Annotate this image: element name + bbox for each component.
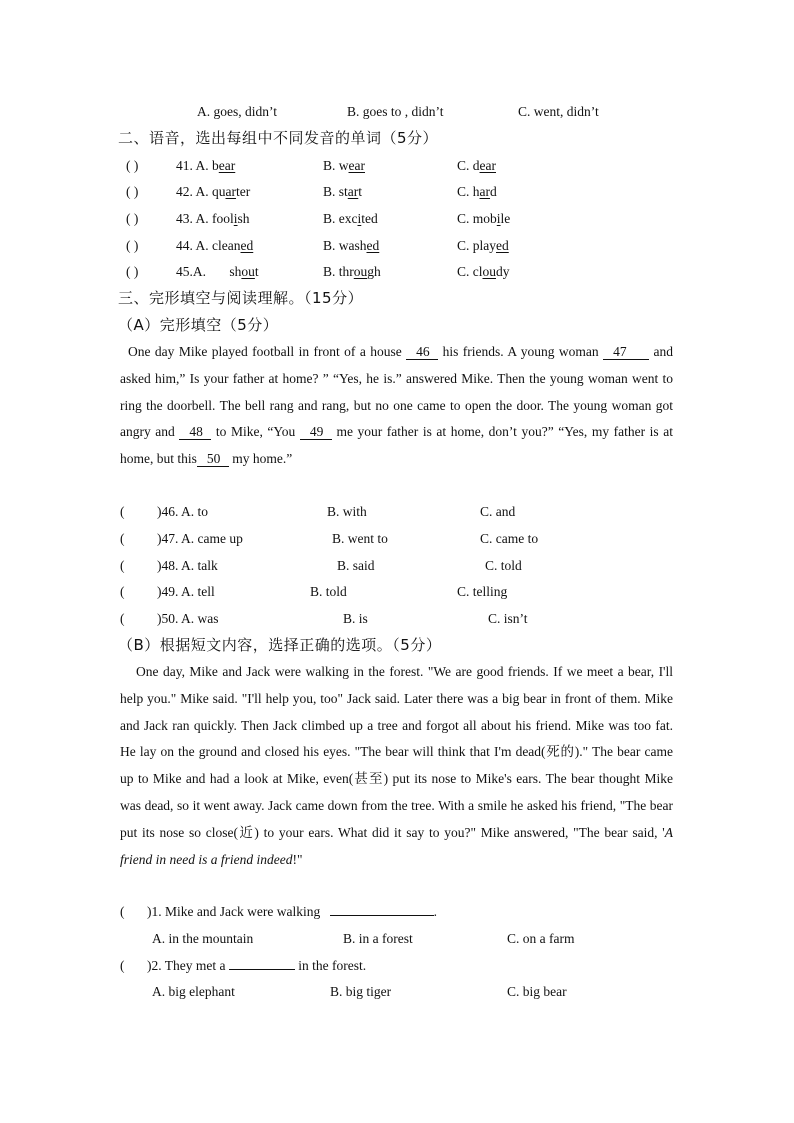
underlined-sound: ou [482, 264, 496, 279]
underlined-sound: ou [353, 264, 368, 279]
q49-option-c: C. telling [457, 584, 508, 599]
underlined-sound: ar [347, 184, 359, 199]
r2-option-c: C. big bear [507, 984, 567, 999]
passage-text: One day Mike played football in front of a house [128, 344, 407, 359]
underlined-sound: ar [225, 184, 237, 199]
open-paren: ( [120, 558, 125, 573]
underlined-sound: ed [240, 238, 254, 253]
q46-option-b: B. with [327, 504, 367, 519]
r1-option-b: B. in a forest [343, 931, 413, 946]
q-num: 43. A. [176, 211, 213, 226]
underlined-sound: ou [241, 264, 255, 279]
word-part: B. wash [323, 238, 367, 253]
section-2-title: 二、语音，选出每组中不同发音的单词（5分） [118, 129, 439, 147]
q50-option-b: B. is [343, 611, 368, 626]
answer-paren: ( ) [126, 184, 139, 199]
word-part: t [358, 184, 363, 199]
underlined-sound: ear [218, 158, 236, 173]
word-part: C. play [457, 238, 496, 253]
word-part: B. st [323, 184, 348, 199]
q44-option-b [323, 237, 379, 255]
word-part: ter [236, 184, 251, 199]
word-part: sh [229, 264, 242, 279]
gloss: 死的 [545, 744, 575, 761]
underlined-sound: i [357, 211, 362, 226]
open-paren: ( [120, 531, 125, 546]
open-paren: ( [120, 611, 125, 626]
answer-paren: ( ) [126, 158, 139, 173]
open-paren: ( [120, 584, 125, 599]
word-part: fool [212, 211, 234, 226]
option-a: A. goes, didn’t [197, 104, 277, 119]
reading-passage [120, 659, 673, 873]
blank-50: 50 [197, 451, 229, 467]
question-text: in the forest. [294, 958, 367, 973]
q48: )48. A. talk [157, 558, 218, 573]
part-a-title: （A）完形填空（5分） [118, 316, 279, 334]
word-part: B. w [323, 158, 349, 173]
question-41 [176, 157, 235, 175]
word-part: b [212, 158, 219, 173]
open-paren: ( [120, 904, 125, 919]
word-part: d [490, 184, 497, 199]
word-part: C. h [457, 184, 480, 199]
word-part: C. mob [457, 211, 497, 226]
q-num: 42. A. [176, 184, 213, 199]
passage-text: my home.” [232, 451, 293, 467]
answer-blank [330, 915, 434, 916]
q50-option-c: C. isn’t [488, 611, 528, 626]
word-part: qu [212, 184, 226, 199]
r1-option-a: A. in the mountain [152, 931, 254, 946]
word-part: sh [237, 211, 250, 226]
reading-q2 [147, 957, 366, 975]
q46-option-c: C. and [480, 504, 516, 519]
q47-option-c: C. came to [480, 531, 539, 546]
q-num: 44. A. [176, 238, 213, 253]
underlined-sound: ar [479, 184, 491, 199]
q48-option-c: C. told [485, 558, 522, 573]
passage-text: to Mike, “You [215, 424, 300, 440]
blank-47: 47 [603, 344, 649, 360]
word-part: le [500, 211, 511, 226]
blank-48: 48 [179, 424, 211, 440]
word-part: C. d [457, 158, 480, 173]
q-num: 41. A. [176, 158, 213, 173]
passage-text: One day, Mike and Jack were walking in the forest. "We are good friends. If we meet a bear, I'll help you." Mike said. "I'll help you, too" Jack said. Later there was a big bear in front of them. Mike and Jack ran quickly. Then Jack climbed up a tree and forgot all about his friend. Mike was too fat. He lay on the ground and closed his eyes. "The bear will think that I'm dead( [120, 664, 673, 760]
word-part: gh [367, 264, 381, 279]
cloze-passage [120, 339, 673, 473]
q45-option-c [457, 263, 510, 281]
question-text: )1. Mike and Jack were walking [147, 904, 324, 919]
word-part: clean [212, 238, 241, 253]
q-num: 45.A. [176, 264, 210, 279]
underlined-sound: ear [348, 158, 365, 173]
word-part: t [254, 264, 259, 279]
word-part: C. cl [457, 264, 483, 279]
passage-text: and asked him,” Is your father at home? ” “Yes, he is.” answered Mike. Then the young woman went to ring the doorbell. The bell rang and rang, but no one came to open the door. The young woman got angry and [120, 344, 674, 440]
q47: )47. A. came up [157, 531, 243, 546]
q48-option-b: B. said [337, 558, 375, 573]
open-paren: ( [120, 504, 125, 519]
answer-paren: ( ) [126, 211, 139, 226]
r2-option-a: A. big elephant [152, 984, 235, 999]
passage-text: )." The bear came up to Mike and had a look at Mike, even( [120, 744, 673, 787]
open-paren: ( [120, 958, 125, 973]
passage-text: ) put its nose to Mike's ears. The bear thought Mike was dead, so it went away. Jack came down from the tree. With a smile he asked his friend, "The bear put its nose so close( [120, 771, 673, 840]
answer-paren: ( ) [126, 238, 139, 253]
q43-option-c [457, 210, 510, 228]
blank-46: 46 [406, 344, 438, 360]
part-b-title: （B）根据短文内容，选择正确的选项。（5分） [118, 636, 442, 654]
reading-q1 [147, 903, 437, 921]
q49-option-b: B. told [310, 584, 347, 599]
underlined-sound: ed [366, 238, 380, 253]
question-42 [176, 183, 250, 201]
q44-option-c [457, 237, 509, 255]
proverb: A friend in need is a friend indeed [120, 824, 673, 867]
passage-text: !" [292, 851, 303, 867]
word-part: B. exc [323, 211, 358, 226]
question-text: )2. They met a [147, 958, 229, 973]
section-3-title: 三、完形填空与阅读理解。（15分） [118, 289, 364, 307]
passage-text: his friends. A young woman [442, 344, 599, 359]
passage-text: ) to your ears. What did it say to you?" Mike answered, "The bear said, ' [254, 824, 665, 840]
option-c: C. went, didn’t [518, 104, 599, 119]
underlined-sound: i [496, 211, 501, 226]
passage-text: me your father is at home, don’t you?” “Yes, my father is at home, but this [120, 424, 673, 467]
question-43 [176, 210, 250, 228]
answer-paren: ( ) [126, 264, 139, 279]
gloss: 近 [238, 824, 255, 841]
answer-blank [229, 969, 295, 970]
q47-option-b: B. went to [332, 531, 388, 546]
underlined-sound: ed [496, 238, 509, 253]
option-b: B. goes to , didn’t [347, 104, 444, 119]
q41-option-b [323, 157, 365, 175]
question-45 [176, 263, 259, 281]
q43-option-b [323, 210, 378, 228]
underlined-sound: ear [479, 158, 496, 173]
r2-option-b: B. big tiger [330, 984, 392, 999]
underlined-sound: i [233, 211, 238, 226]
word-part: dy [496, 264, 510, 279]
q41-option-c [457, 157, 496, 175]
blank-49: 49 [300, 424, 332, 440]
q46: )46. A. to [157, 504, 209, 519]
q42-option-b [323, 183, 362, 201]
question-text: . [433, 904, 437, 919]
word-part: ted [361, 211, 378, 226]
question-44 [176, 237, 253, 255]
q45-option-b [323, 263, 381, 281]
word-part: B. thr [323, 264, 354, 279]
gloss: 甚至 [353, 771, 384, 788]
r1-option-c: C. on a farm [507, 931, 575, 946]
q42-option-c [457, 183, 497, 201]
q49: )49. A. tell [157, 584, 215, 599]
q50: )50. A. was [157, 611, 219, 626]
